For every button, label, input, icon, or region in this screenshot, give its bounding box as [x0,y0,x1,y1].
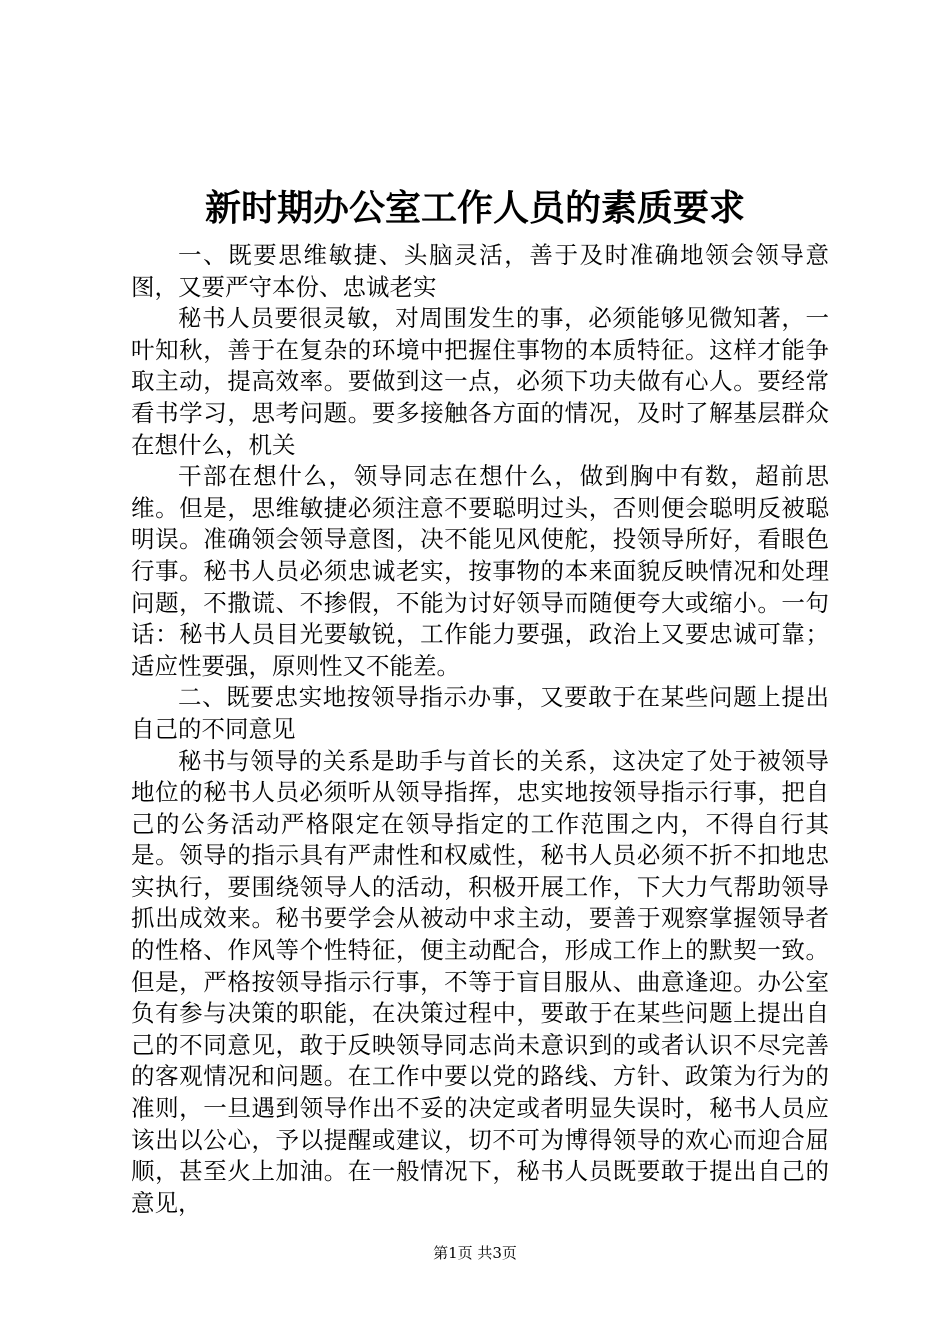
page-title: 新时期办公室工作人员的素质要求 [204,187,745,229]
paragraph: 秘书与领导的关系是助手与首长的关系，这决定了处于被领导地位的秘书人员必须听从领导指挥，忠实地按领导指示行事，把自己的公务活动严格限定在领导指定的工作范围之内，不得自行其是。领导的指示具有严肃性和权威性，秘书人员必须不折不扣地忠实执行，要围绕领导人的活动，积极开展工作，下大力气帮助领导抓出成效来。秘书要学会从被动中求主动，要善于观察掌握领导者的性格、作风等个性特征，便主动配合，形成工作上的默契一致。但是，严格按领导指示行事，不等于盲目服从、曲意逢迎。办公室负有参与决策的职能，在决策过程中，要敢于在某些问题上提出自己的不同意见，敢于反映领导同志尚未意识到的或者认识不尽完善的客观情况和问题。在工作中要以党的路线、方针、政策为行为的准则，一旦遇到领导作出不妥的决定或者明显失误时，秘书人员应该出以公心，予以提醒或建议，切不可为博得领导的欢心而迎合屈顺，甚至火上加油。在一般情况下，秘书人员既要敢于提出自己的意见， [131,746,829,1217]
section-heading-2: 二、既要忠实地按领导指示办事，又要敢于在某些问题上提出自己的不同意见 [131,683,829,743]
document-body [131,240,829,1219]
section-heading-1: 一、既要思维敏捷、头脑灵活，善于及时准确地领会领导意图，又要严守本份、忠诚老实 [131,241,829,301]
page-footer: 第1页 共3页 [433,1244,517,1262]
paragraph: 干部在想什么，领导同志在想什么，做到胸中有数，超前思维。但是，思维敏捷必须注意不要聪明过头，否则便会聪明反被聪明误。准确领会领导意图，决不能见风使舵，投领导所好，看眼色行事。秘书人员必须忠诚老实，按事物的本来面貌反映情况和处理问题，不撒谎、不掺假，不能为讨好领导而随便夸大或缩小。一句话：秘书人员目光要敏锐，工作能力要强，政治上又要忠诚可靠；适应性要强，原则性又不能差。 [131,462,829,680]
paragraph: 秘书人员要很灵敏，对周围发生的事，必须能够见微知著，一叶知秋，善于在复杂的环境中把握住事物的本质特征。这样才能争取主动，提高效率。要做到这一点，必须下功夫做有心人。要经常看书学习，思考问题。要多接触各方面的情况，及时了解基层群众在想什么，机关 [131,304,829,459]
